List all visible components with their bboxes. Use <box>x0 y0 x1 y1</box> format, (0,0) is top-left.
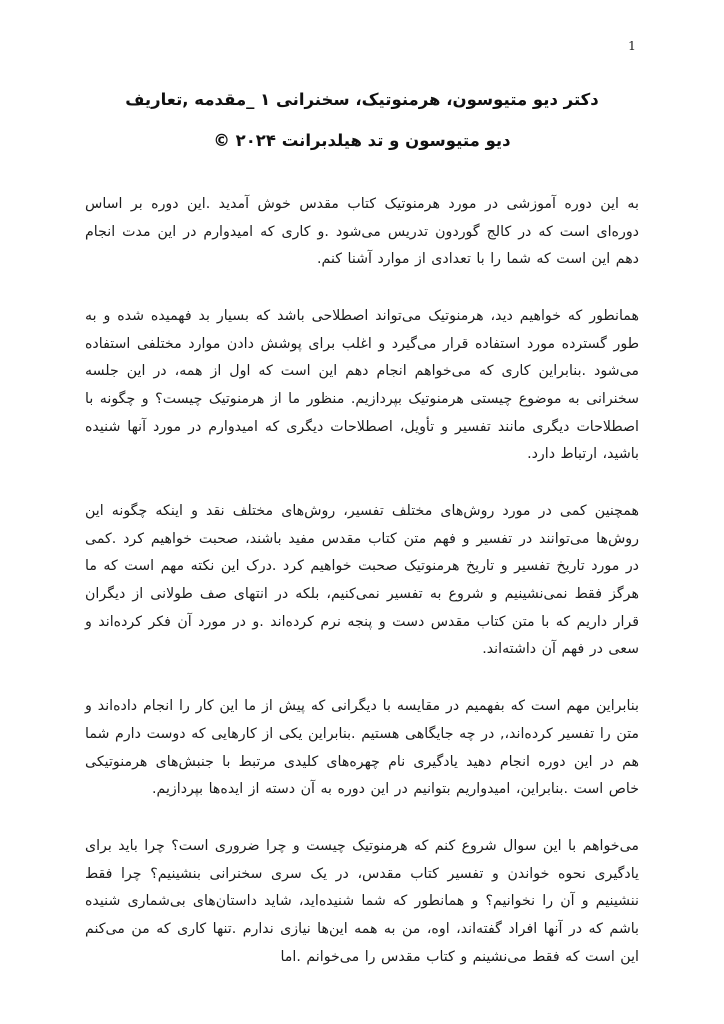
copyright-line: دیو متیوسون و تد هیلدبرانت ۲۰۲۴ © <box>213 130 511 150</box>
paragraph: به این دوره آموزشی در مورد هرمنوتیک کتاب مقدس خوش آمدید .این دوره بر اساس دوره‌ای است که در کالج گوردون تدریس می‌شود .و کاری که امیدوارم در این مدت انجام دهم این است که شما را با تعدادی از موارد آشنا کنم. <box>85 195 639 268</box>
paragraph: بنابراین مهم است که بفهمیم در مقایسه با دیگرانی که پیش از ما این کار را انجام داده‌اند و متن را تفسیر کرده‌اند،, در چه جایگاهی هستیم .بنابراین یکی از کارهایی که دوست دارم شما هم در این دوره انجام دهید یادگیری نام چهره‌های کلیدی مرتبط با جنبش‌های هرمنوتیکی خاص است .بنابراین، امیدواریم بتوانیم در این دوره به آن دسته از ایده‌ها بپردازیم. <box>85 698 639 798</box>
page-number: 1 <box>628 38 636 53</box>
document-body <box>85 191 639 972</box>
paragraph: می‌خواهم با این سوال شروع کنم که هرمنوتیک چیست و چرا ضروری است؟ چرا باید برای یادگیری نحوه خواندن و تفسیر کتاب مقدس، در یک سری سخنرانی بنشینیم؟ چرا فقط ننشینیم و آن را نخوانیم؟ و همانطور که شما شنیده‌اید، شاید داستان‌های بی‌شماری شنیده باشم که در آنها افراد گفته‌اند، اوه، من به همه این‌ها نیازی ندارم .تنها کاری که من می‌کنم این است که فقط می‌نشینم و کتاب مقدس را می‌خوانم .اما <box>85 837 639 965</box>
document-title: دکتر دیو متیوسون، هرمنوتیک، سخنرانی ۱ _مقدمه ,تعاریف <box>125 90 599 109</box>
paragraph: همچنین کمی در مورد روش‌های مختلف تفسیر، روش‌های مختلف نقد و اینکه چگونه این روش‌ها می‌توانند در تفسیر و فهم متن کتاب مقدس مفید باشند، صحبت خواهیم کرد .کمی در مورد تاریخ تفسیر و تاریخ هرمنوتیک صحبت خواهیم کرد .درک این نکته مهم است که ما هرگز فقط نمی‌نشینیم و شروع به تفسیر نمی‌کنیم، بلکه در انتهای صف طولانی از دیگران قرار داریم که با متن کتاب مقدس دست و پنجه نرم کرده‌اند .و در مورد آن فکر کرده‌اند و سعی در فهم آن داشته‌اند. <box>85 503 639 658</box>
paragraph: همانطور که خواهیم دید، هرمنوتیک می‌تواند اصطلاحی باشد که بسیار بد فهمیده شده و به طور گسترده مورد استفاده قرار می‌گیرد و اغلب برای پوشش دادن موارد مختلفی استفاده می‌شود .بنابراین کاری که می‌خواهم انجام دهم این است که اول از همه، در این جلسه سخنرانی به موضوع چیستی هرمنوتیک بپردازیم. منظور ما از هرمنوتیک چیست؟ و چگونه با اصطلاحات دیگری مانند تفسیر و تأویل، اصطلاحات دیگری که امیدوارم در مورد آنها شنیده باشید، ارتباط دارد. <box>85 307 639 463</box>
document-header <box>85 88 639 153</box>
